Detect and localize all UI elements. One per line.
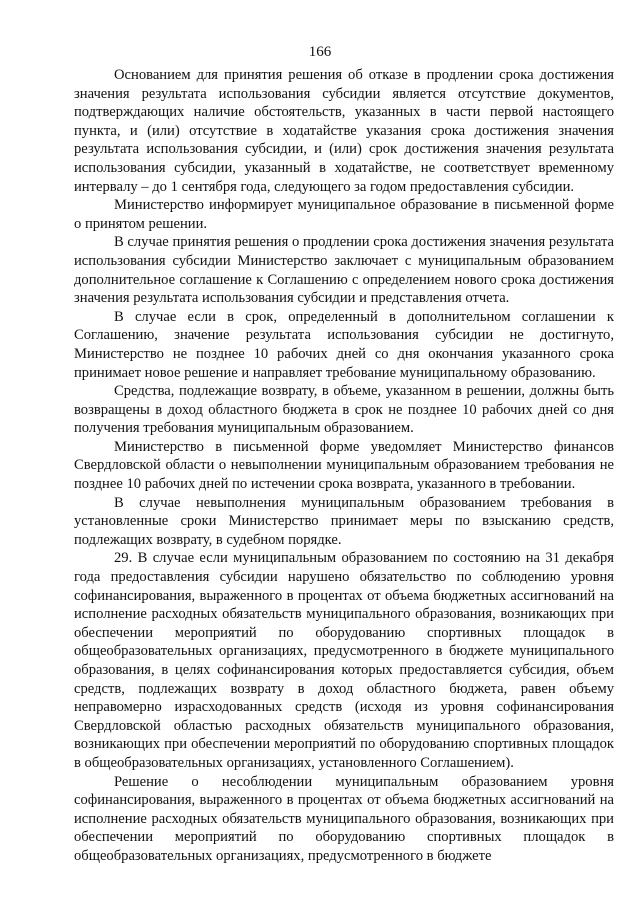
paragraph-cofinancing-decision: Решение о несоблюдении муниципальным образованием уровня софинансирования, выраженного в процентах от объема бюджетных ассигнований на исполнение расходных обязательств муниципального образования, возникающих при обеспечении мероприятий по оборудованию спортивных площадок в общеобразовательных организациях, предусмотренного в бюджете [74, 773, 614, 864]
paragraph-item-29: 29. В случае если муниципальным образованием по состоянию на 31 декабря года предоставления субсидии нарушено обязательство по соблюдению уровня софинансирования, выраженного в процентах от объема бюджетных ассигнований на исполнение расходных обязательств муниципального образования, возникающих при обеспечении мероприятий по оборудованию спортивных площадок в общеобразовательных организациях, предусмотренного в бюджете муниципального образования, в целях софинансирования которых предоставляется субсидия, объем средств, подлежащих возврату в доход областного бюджета, равен объему неправомерно израсходованных средств (исходя из уровня софинансирования Свердловской областью расходных обязательств муниципального образования, возникающих при обеспечении мероприятий по оборудованию спортивных площадок в общеобразовательных организациях, установленного Соглашением). [74, 550, 614, 771]
document-body [74, 66, 614, 866]
page-number: 166 [308, 44, 332, 60]
paragraph-finance-ministry-notice: Министерство в письменной форме уведомляет Министерство финансов Свердловской области о невыполнении муниципальным образованием требования не позднее 10 рабочих дней по истечении срока возврата, указанного в требовании. [74, 438, 614, 493]
paragraph-refusal-grounds: Основанием для принятия решения об отказе в продлении срока достижения значения результата использования субсидии является отсутствие документов, подтверждающих наличие обстоятельств, указанных в части первой настоящего пункта, и (или) отсутствие в ходатайстве указания срока достижения значения результата использования субсидии, и (или) срок достижения значения результата использования субсидии, указанный в ходатайстве, не соответствует временному интервалу – до 1 сентября года, следующего за годом предоставления субсидии. [74, 67, 614, 195]
paragraph-result-not-achieved: В случае если в срок, определенный в дополнительном соглашении к Соглашению, значение результата использования субсидии не достигнуто, Министерство не позднее 10 рабочих дней со дня окончания указанного срока принимает новое решение и направляет требование муниципальному образованию. [74, 308, 614, 381]
paragraph-ministry-informs: Министерство информирует муниципальное образование в письменной форме о принятом решении. [74, 197, 614, 232]
paragraph-funds-return: Средства, подлежащие возврату, в объеме, указанном в решении, должны быть возвращены в доход областного бюджета в срок не позднее 10 рабочих дней со дня получения требования муниципальным образованием. [74, 383, 614, 437]
paragraph-court-recovery: В случае невыполнения муниципальным образованием требования в установленные сроки Министерство принимает меры по взысканию средств, подлежащих возврату, в судебном порядке. [74, 494, 614, 548]
paragraph-extension-agreement: В случае принятия решения о продлении срока достижения значения результата использования субсидии Министерство заключает с муниципальным образованием дополнительное соглашение к Соглашению с определением нового срока достижения значения результата использования субсидии и представления отчета. [74, 234, 614, 307]
